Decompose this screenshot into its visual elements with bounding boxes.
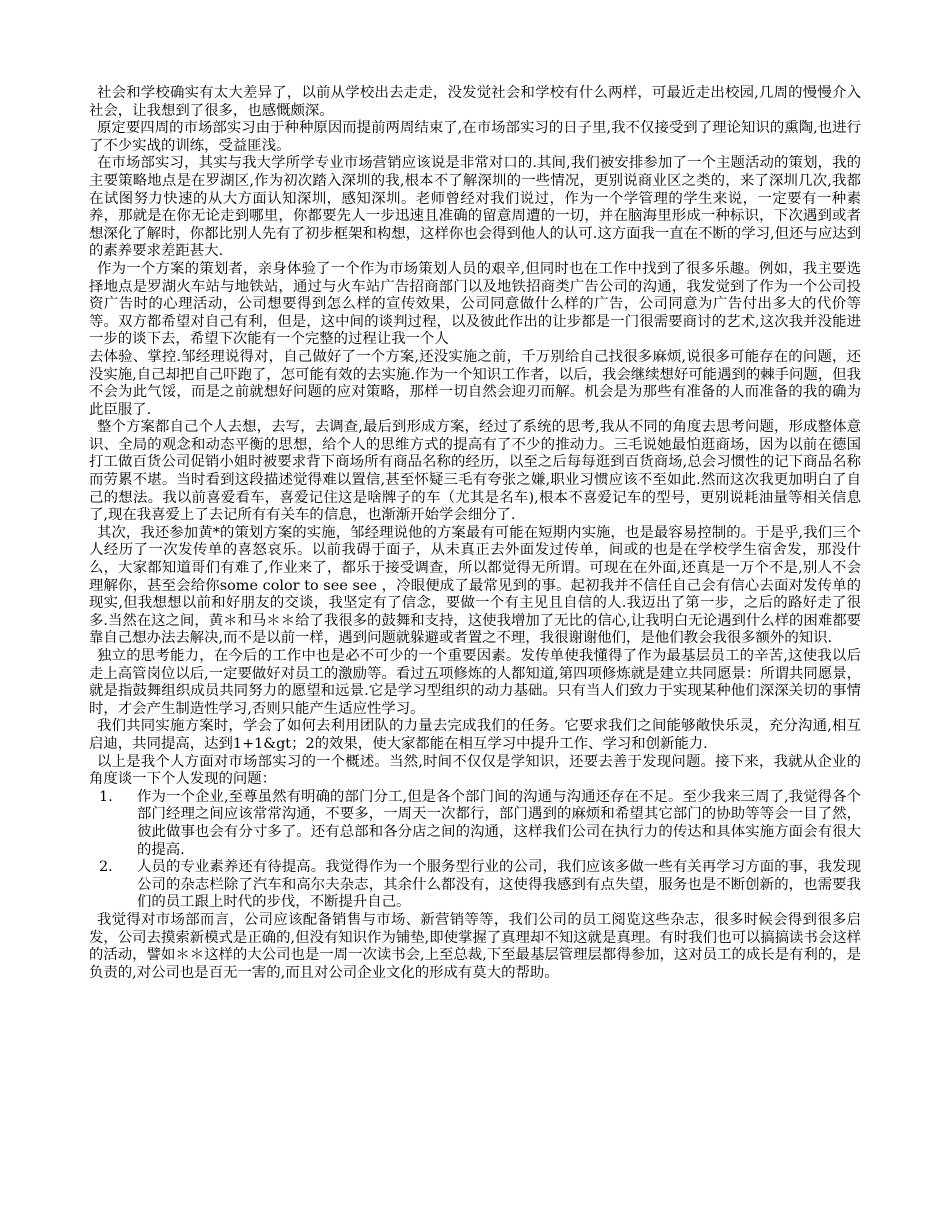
paragraph-continuation: 去体验、掌控.邹经理说得对，自己做好了一个方案,还没实施之前，千万别给自己找很多麻烦,说很多可能存在的问题，还没实施,自己却把自己吓跑了，怎可能有效的去实施.作为一个知识工作者，以后，我会继续想好可能遇到的棘手问题，但我不会为此气馁，而是之前就想好问题的应对策略，那样一切自然会迎刃而解。机会是为那些有准备的人而准备的我的确为此臣服了. [89,348,861,418]
document-body [89,85,861,982]
paragraph: 原定要四周的市场部实习由于种种原因而提前两周结束了,在市场部实习的日子里,我不仅接受到了理论知识的熏陶,也进行了不少实战的训练，受益匪浅。 [89,120,861,154]
paragraph: 独立的思考能力，在今后的工作中也是必不可少的一个重要因素。发传单使我懂得了作为最基层员工的辛苦,这使我以后走上高管岗位以后,一定要做好对员工的激励等。看过五项修炼的人都知道,第四项修炼就是建立共同愿景：所谓共同愿景，就是指鼓舞组织成员共同努力的愿望和远景.它是学习型组织的动力基础。只有当人们致力于实现某种他们深深关切的事情时，才会产生制造性学习,否则只能产生适应性学习。 [89,648,861,717]
paragraph: 其次，我还参加黄*的策划方案的实施，邹经理说他的方案最有可能在短期内实施，也是最容易控制的。于是乎,我们三个人经历了一次发传单的喜怒哀乐。以前我碍于面子，从未真正去外面发过传单，间或的也是在学校学生宿舍发，那没什么，大家都知道哥们有难了,作业来了，都乐于接受调查，所以都觉得无所谓。可现在在外面,还真是一万个不是,别人不会理解你，甚至会给你some color to see see ，冷眼便成了最常见到的事。起初我并不信任自己会有信心去面对发传单的现实,但我想想以前和好朋友的交谈，我坚定有了信念，要做一个有主见且自信的人.我迈出了第一步，之后的路好走了很多.当然在这之间，黄＊和马＊＊给了我很多的鼓舞和支持，这使我增加了无比的信心,让我明白无论遇到什么样的困难都要靠自己想办法去解决,而不是以前一样，遇到问题就躲避或者置之不理，我很谢谢他们，是他们教会我很多额外的知识. [89,524,861,647]
list-item [89,789,861,859]
closing-paragraph: 我觉得对市场部而言，公司应该配备销售与市场、新营销等等，我们公司的员工阅览这些杂志，很多时候会得到很多启发，公司去摸索新模式是正确的,但没有知识作为铺垫,即使掌握了真理却不知这就是真理。有时我们也可以搞搞读书会这样的活动，譬如＊＊这样的大公司也是一周一次读书会,上至总裁,下至最基层管理层都得参加，这对员工的成长是有利的，是负责的,对公司也是百无一害的,而且对公司企业文化的形成有莫大的帮助。 [89,911,861,981]
paragraph: 我们共同实施方案时，学会了如何去利用团队的力量去完成我们的任务。它要求我们之间能够敞快乐灵，充分沟通,相互启迪，共同提高，达到1+1&gt；2的效果，使大家都能在相互学习中提升工作、学习和创新能力. [89,718,861,752]
list-item-text: 人员的专业素养还有待提高。我觉得作为一个服务型行业的公司，我们应该多做一些有关再学习方面的事，我发现公司的杂志栏除了汽车和高尔夫杂志，其余什么都没有，这使得我感到有点失望，服务也是不断创新的，也需要我们的员工跟上时代的步伐，不断提升自己。 [137,859,861,911]
list-number: 2. [99,859,113,876]
paragraph: 以上是我个人方面对市场部实习的一个概述。当然,时间不仅仅是学知识，还要去善于发现问题。接下来，我就从企业的角度谈一下个人发现的问题： [89,753,861,788]
paragraph: 社会和学校确实有太大差异了，以前从学校出去走走，没发觉社会和学校有什么两样，可最近走出校园,几周的慢慢介入社会，让我想到了很多，也感慨颇深。 [89,85,861,119]
paragraph: 在市场部实习，其实与我大学所学专业市场营销应该说是非常对口的.其间,我们被安排参加了一个主题活动的策划，我的主要策略地点是在罗湖区,作为初次踏入深圳的我,根本不了解深圳的一些情况，更别说商业区之类的，来了深圳几次,我都在试图努力快速的从大方面认知深圳，感知深圳。老师曾经对我们说过，作为一个学管理的学生来说，一定要有一种素养，那就是在你无论走到哪里，你都要先人一步迅速且准确的留意周遭的一切，并在脑海里形成一种标识，下次遇到或者想深化了解时，你都比别人先有了初步框架和构想，这样你也会得到他人的认可.这方面我一直在不断的学习,但还与应达到的素养要求差距甚大. [89,155,861,260]
paragraph: 整个方案都自己个人去想，去写，去调查,最后到形成方案，经过了系统的思考,我从不同的角度去思考问题，形成整体意识、全局的观念和动态平衡的思想，给个人的思维方式的提高有了不少的推动力。三毛说她最怕逛商场，因为以前在德国打工做百货公司促销小姐时被要求背下商场所有商品名称的经历，以至之后每每逛到百货商场,总会习惯性的记下商品名称而劳累不堪。当时看到这段描述觉得难以置信,甚至怀疑三毛有夸张之嫌,职业习惯应该不至如此.然而这次我更加明白了自己的想法。我以前喜爱看车，喜爱记住这是啥牌子的车（尤其是名车),根本不喜爱记车的型号，更别说耗油量等相关信息了,现在我喜爱上了去记所有有关车的信息，也渐渐开始学会细分了. [89,419,861,524]
list-item [89,859,861,912]
numbered-list [89,789,861,912]
list-item-text: 作为一个企业,至尊虽然有明确的部门分工,但是各个部门间的沟通与沟通还存在不足。至少我来三周了,我觉得各个部门经理之间应该常常沟通，不要多，一周天一次都行，部门遇到的麻烦和希望其它部门的协助等等会一目了然，彼此做事也会有分寸多了。还有总部和各分店之间的沟通，这样我们公司在执行力的传达和具体实施方面会有很大的提高. [137,788,861,858]
paragraph: 作为一个方案的策划者，亲身体验了一个作为市场策划人员的艰辛,但同时也在工作中找到了很多乐趣。例如，我主要选择地点是罗湖火车站与地铁站，通过与火车站广告招商部门以及地铁招商类广告公司的沟通，我发觉到了作为一个公司投资广告时的心理活动，公司想要得到怎么样的宣传效果，公司同意做什么样的广告，公司同意为广告付出多大的代价等等。双方都希望对自己有利，但是，这中间的谈判过程，以及彼此作出的让步都是一门很需要商讨的艺术,这次我并没能进一步的谈下去，希望下次能有一个完整的过程让我一个人 [89,260,861,348]
list-number: 1. [99,788,113,805]
